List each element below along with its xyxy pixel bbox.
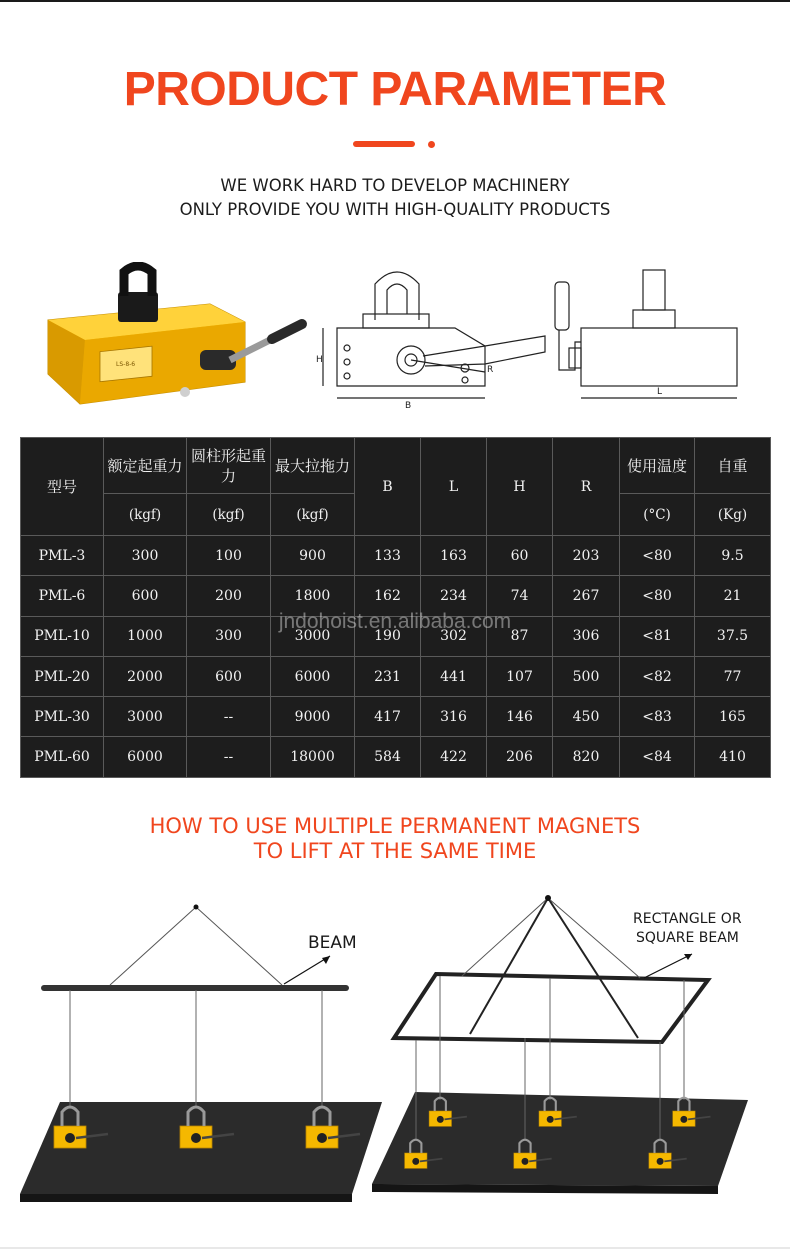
table-cell: 87 <box>487 616 553 656</box>
unit-max-pull: (kgf) <box>271 494 355 536</box>
table-cell: 302 <box>421 616 487 656</box>
dim-l-label: L <box>657 387 663 397</box>
table-cell: 3000 <box>271 616 355 656</box>
model-cell: PML-60 <box>21 737 104 777</box>
table-cell: 1000 <box>104 616 187 656</box>
dim-h-label: H <box>316 355 323 365</box>
table-row <box>21 536 771 576</box>
header-b: B <box>355 438 421 536</box>
usage-title-line-2: TO LIFT AT THE SAME TIME <box>253 839 537 863</box>
table-cell: 162 <box>355 576 421 616</box>
table-cell: 100 <box>187 536 271 576</box>
model-cell: PML-30 <box>21 697 104 737</box>
table-cell: 18000 <box>271 737 355 777</box>
dim-r-label: R <box>487 365 494 375</box>
table-cell: <81 <box>620 616 695 656</box>
table-cell: 3000 <box>104 697 187 737</box>
rect-beam-label-line-2: SQUARE BEAM <box>636 930 739 946</box>
table-cell: 2000 <box>104 656 187 696</box>
table-cell: 500 <box>553 656 620 696</box>
table-cell: 600 <box>187 656 271 696</box>
page-title: PRODUCT PARAMETER <box>123 63 667 116</box>
table-cell: 60 <box>487 536 553 576</box>
table-cell: <80 <box>620 536 695 576</box>
header-weight: 自重 <box>695 438 771 494</box>
table-cell: 820 <box>553 737 620 777</box>
side-view-drawing <box>545 262 745 412</box>
table-cell: 600 <box>104 576 187 616</box>
header-r: R <box>553 438 620 536</box>
title-underline <box>353 141 415 147</box>
table-cell: 267 <box>553 576 620 616</box>
table-cell: 584 <box>355 737 421 777</box>
table-cell: 900 <box>271 536 355 576</box>
table-cell: 165 <box>695 697 771 737</box>
model-cell: PML-6 <box>21 576 104 616</box>
table-cell: 146 <box>487 697 553 737</box>
header-temp: 使用温度 <box>620 438 695 494</box>
table-cell: 1800 <box>271 576 355 616</box>
subtitle-line-2: ONLY PROVIDE YOU WITH HIGH-QUALITY PRODUCTS <box>179 200 611 219</box>
table-cell: 306 <box>553 616 620 656</box>
table-cell: 163 <box>421 536 487 576</box>
dim-b-label: B <box>405 401 412 411</box>
unit-rated: (kgf) <box>104 494 187 536</box>
table-cell: <82 <box>620 656 695 696</box>
table-row <box>21 697 771 737</box>
front-view-drawing <box>315 262 550 412</box>
header-model: 型号 <box>21 438 104 536</box>
table-cell: -- <box>187 697 271 737</box>
header-cylinder: 圆柱形起重力 <box>187 438 271 494</box>
unit-temp: (°C) <box>620 494 695 536</box>
table-row <box>21 737 771 777</box>
table-cell: 190 <box>355 616 421 656</box>
table-row <box>21 656 771 696</box>
table-cell: 417 <box>355 697 421 737</box>
table-cell: 37.5 <box>695 616 771 656</box>
top-border <box>0 0 790 2</box>
table-cell: <80 <box>620 576 695 616</box>
table-cell: 9.5 <box>695 536 771 576</box>
table-cell: 316 <box>421 697 487 737</box>
rect-beam-label-line-1: RECTANGLE OR <box>633 911 742 927</box>
table-cell: 206 <box>487 737 553 777</box>
table-cell: 21 <box>695 576 771 616</box>
model-cell: PML-20 <box>21 656 104 696</box>
watermark: jndohoist.en.alibaba.com <box>278 610 512 633</box>
table-cell: 74 <box>487 576 553 616</box>
title-dot <box>428 141 435 148</box>
table-cell: 300 <box>187 616 271 656</box>
table-cell: 77 <box>695 656 771 696</box>
table-cell: 133 <box>355 536 421 576</box>
usage-title-line-1: HOW TO USE MULTIPLE PERMANENT MAGNETS <box>149 814 641 838</box>
header-h: H <box>487 438 553 536</box>
header-max-pull: 最大拉拖力 <box>271 438 355 494</box>
header-l: L <box>421 438 487 536</box>
lifting-magnet-photo <box>40 262 330 422</box>
beam-label: BEAM <box>308 933 357 953</box>
table-cell: 450 <box>553 697 620 737</box>
table-cell: 300 <box>104 536 187 576</box>
table-cell: <84 <box>620 737 695 777</box>
table-cell: <83 <box>620 697 695 737</box>
table-cell: 107 <box>487 656 553 696</box>
table-cell: 6000 <box>271 656 355 696</box>
unit-cylinder: (kgf) <box>187 494 271 536</box>
unit-weight: (Kg) <box>695 494 771 536</box>
table-cell: 6000 <box>104 737 187 777</box>
table-cell: 410 <box>695 737 771 777</box>
model-cell: PML-3 <box>21 536 104 576</box>
table-cell: 441 <box>421 656 487 696</box>
table-cell: 422 <box>421 737 487 777</box>
subtitle-line-1: WE WORK HARD TO DEVELOP MACHINERY <box>220 176 570 195</box>
table-cell: -- <box>187 737 271 777</box>
model-cell: PML-10 <box>21 616 104 656</box>
table-cell: 234 <box>421 576 487 616</box>
header-rated: 额定起重力 <box>104 438 187 494</box>
table-cell: 203 <box>553 536 620 576</box>
table-cell: 9000 <box>271 697 355 737</box>
table-cell: 200 <box>187 576 271 616</box>
table-cell: 231 <box>355 656 421 696</box>
parameter-table <box>20 437 771 778</box>
product-plate-text: LS-8-6 <box>116 361 136 368</box>
